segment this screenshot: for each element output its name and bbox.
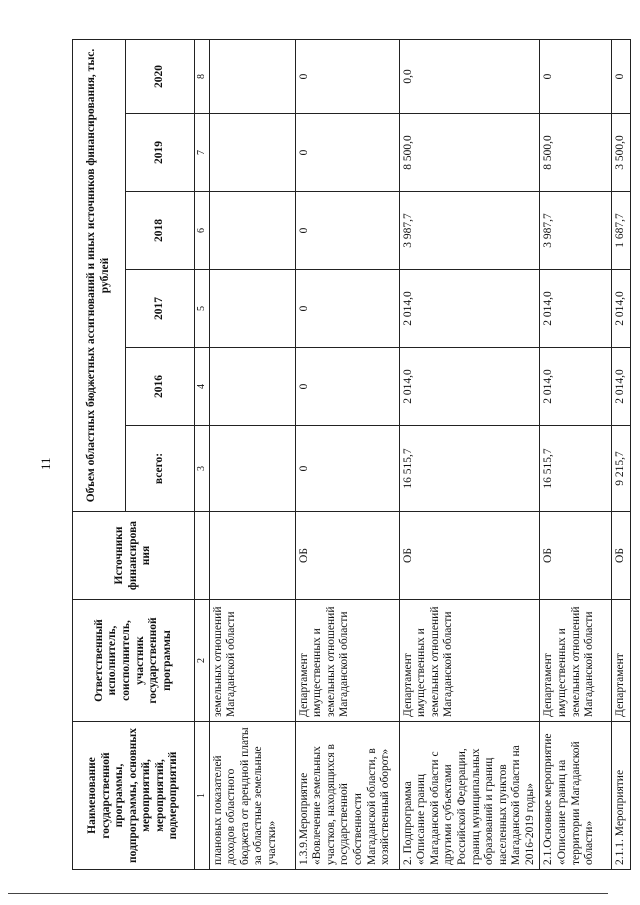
row-source	[209, 512, 295, 600]
row-2019: 8 500,0	[399, 114, 540, 192]
row-total: 9 215,7	[612, 426, 631, 512]
row-name: 2.1.1. Мероприятие	[612, 722, 631, 870]
table-row	[209, 39, 295, 869]
table-row	[612, 39, 631, 869]
row-2018: 3 987,7	[399, 192, 540, 270]
row-executor: Департамент имущественных и земельных отношений Магаданской области	[399, 600, 540, 722]
column-number: 5	[195, 270, 210, 348]
column-number: 4	[195, 348, 210, 426]
row-2017: 2 014,0	[612, 270, 631, 348]
row-2020: 0	[612, 39, 631, 113]
header-2017: 2017	[126, 270, 195, 348]
row-source: ОБ	[399, 512, 540, 600]
row-name: 2.1.Основное мероприятие «Описание границ на территории Магаданской области»	[540, 722, 612, 870]
row-source: ОБ	[612, 512, 631, 600]
row-executor: Департамент имущественных и земельных отношений Магаданской области	[295, 600, 399, 722]
row-executor: Департамент имущественных и земельных отношений Магаданской области	[540, 600, 612, 722]
row-total: 16 515,7	[399, 426, 540, 512]
row-name: 1.3.9.Мероприятие «Вовлечение земельных участков, находящихся в государственной собственности Магаданской области, в хозяйственный оборот»	[295, 722, 399, 870]
page-number: 11	[38, 457, 53, 470]
header-total: всего:	[126, 426, 195, 512]
row-2020: 0	[295, 39, 399, 113]
financing-table	[72, 39, 631, 870]
row-2016: 2 014,0	[612, 348, 631, 426]
row-name: 2. Подпрограмма «Описание границ Магаданской области с другими субъектами Российской Федерации, границ муниципальных образований и границ населенных пунктов Магаданской области на 2016-2019 годы»	[399, 722, 540, 870]
row-2019: 0	[295, 114, 399, 192]
row-2019	[209, 114, 295, 192]
row-2016: 2 014,0	[540, 348, 612, 426]
header-2019: 2019	[126, 114, 195, 192]
column-numbering-row	[195, 39, 210, 869]
row-source: ОБ	[540, 512, 612, 600]
row-2016: 2 014,0	[399, 348, 540, 426]
header-source: Источники финансирова ния	[73, 512, 195, 600]
row-2020: 0	[540, 39, 612, 113]
row-name: плановых показателей доходов областного бюджета от арендной платы за областные земельные участки»	[209, 722, 295, 870]
column-number: 2	[195, 600, 210, 722]
row-2020: 0,0	[399, 39, 540, 113]
column-number: 6	[195, 192, 210, 270]
row-2018	[209, 192, 295, 270]
column-number: 7	[195, 114, 210, 192]
row-2016	[209, 348, 295, 426]
column-number: 3	[195, 426, 210, 512]
row-executor: земельных отношений Магаданской области	[209, 600, 295, 722]
header-name: Наименование государственной программы, подпрограммы, основных мероприятий, мероприятий, подмероприятий	[73, 722, 195, 870]
header-2018: 2018	[126, 192, 195, 270]
header-2020: 2020	[126, 39, 195, 113]
table-row	[295, 39, 399, 869]
row-total: 16 515,7	[540, 426, 612, 512]
row-2017: 0	[295, 270, 399, 348]
page-bottom-rule	[8, 893, 608, 894]
row-2018: 3 987,7	[540, 192, 612, 270]
row-2016: 0	[295, 348, 399, 426]
row-2018: 1 687,7	[612, 192, 631, 270]
header-financing-group: Объем областных бюджетных ассигнований и иных источников финансирования, тыс. рублей	[73, 39, 126, 511]
column-number: 8	[195, 39, 210, 113]
column-number	[195, 512, 210, 600]
row-total	[209, 426, 295, 512]
row-2017: 2 014,0	[540, 270, 612, 348]
row-executor: Департамент	[612, 600, 631, 722]
header-2016: 2016	[126, 348, 195, 426]
row-source: ОБ	[295, 512, 399, 600]
row-total: 0	[295, 426, 399, 512]
row-2019: 3 500,0	[612, 114, 631, 192]
column-number: 1	[195, 722, 210, 870]
row-2018: 0	[295, 192, 399, 270]
header-executor: Ответственный исполнитель, соисполнитель, участник государственной программы	[73, 600, 195, 722]
row-2017: 2 014,0	[399, 270, 540, 348]
row-2017	[209, 270, 295, 348]
row-2019: 8 500,0	[540, 114, 612, 192]
table-row	[540, 39, 612, 869]
row-2020	[209, 39, 295, 113]
rotated-table-wrapper	[72, 40, 627, 870]
table-row	[399, 39, 540, 869]
